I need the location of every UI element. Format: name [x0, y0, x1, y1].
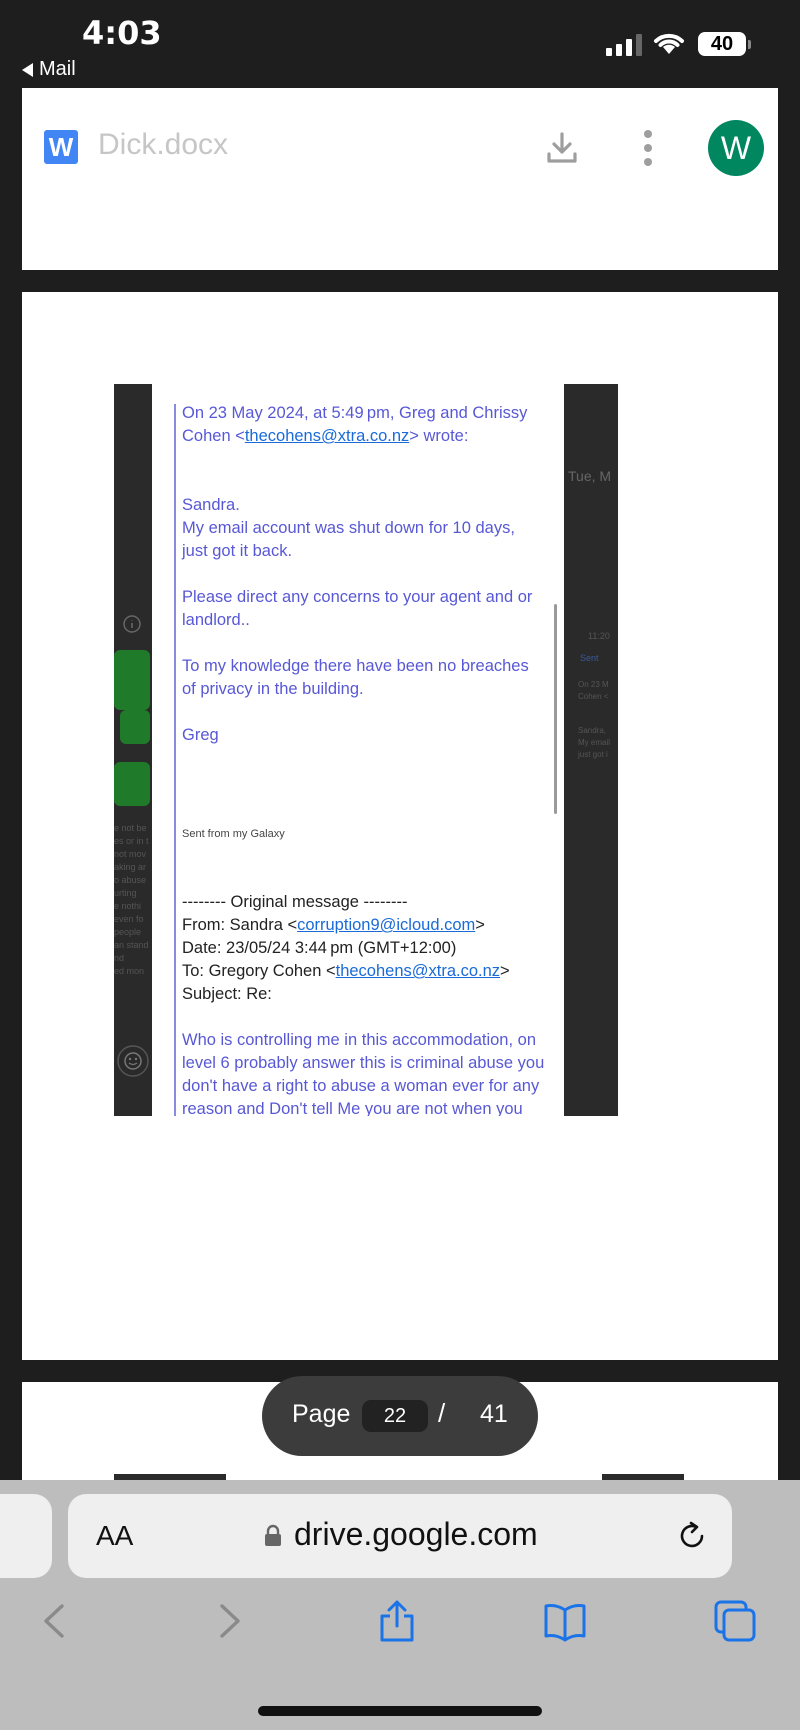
reader-settings-button[interactable]: AA	[96, 1520, 134, 1551]
from-email-link[interactable]: corruption9@icloud.com	[297, 916, 476, 934]
to-email-link[interactable]: thecohens@xtra.co.nz	[335, 962, 501, 980]
cellular-signal-icon	[606, 34, 642, 56]
body-line4: reason and Don't tell Me you are not when you	[182, 1100, 523, 1116]
date-line: Date: 23/05/24 3:44 pm (GMT+12:00)	[182, 939, 457, 957]
subject-line: Subject: Re:	[182, 985, 272, 1003]
bg-sent-fragment: Sent	[580, 653, 599, 663]
current-page-field[interactable]: 22	[362, 1400, 428, 1432]
to-line: To: Gregory Cohen <thecohens@xtra.co.nz>	[182, 962, 510, 980]
bg-green-bubble	[120, 710, 150, 744]
bg-snip-4: My email	[578, 738, 611, 747]
para3-line1: To my knowledge there have been no breaches	[182, 657, 529, 675]
bg-snip-1: On 23 M	[578, 680, 609, 689]
quote-header-line2: Cohen <thecohens@xtra.co.nz> wrote:	[182, 427, 469, 445]
quote-bar	[174, 404, 176, 1116]
bg-snip-3: Sandra,	[578, 726, 607, 735]
bg-time-fragment: 11:20	[588, 631, 610, 641]
document-title: Dick.docx	[98, 128, 229, 161]
body-line1: Who is controlling me in this accommodation, on	[182, 1031, 536, 1049]
reload-icon[interactable]	[676, 1520, 708, 1552]
bookmarks-icon[interactable]	[542, 1598, 588, 1644]
body-line2: level 6 probably answer this is criminal abuse you	[182, 1054, 545, 1072]
quote-header-line1: On 23 May 2024, at 5:49 pm, Greg and Chrissy	[182, 404, 528, 422]
sender-email-link[interactable]: thecohens@xtra.co.nz	[244, 427, 410, 445]
lock-icon	[264, 1524, 282, 1546]
page-indicator[interactable]	[262, 1376, 538, 1456]
safari-toolbar	[0, 1480, 800, 1730]
total-pages: 41	[480, 1400, 508, 1428]
bg-snip-5: just got i	[578, 750, 608, 759]
email-card	[152, 384, 564, 1116]
address-bar[interactable]	[68, 1494, 732, 1578]
share-icon[interactable]	[374, 1598, 420, 1644]
para3-line2: of privacy in the building.	[182, 680, 364, 698]
drive-header	[22, 88, 778, 270]
back-app-label: Mail	[39, 58, 76, 80]
from-line: From: Sandra <corruption9@icloud.com>	[182, 916, 485, 934]
bg-info-icon	[122, 614, 142, 634]
bg-emoji-icon	[116, 1044, 150, 1078]
battery-icon: 40	[698, 32, 746, 56]
forward-arrow-icon[interactable]	[206, 1598, 252, 1644]
para1-line2: just got it back.	[182, 542, 293, 560]
bg-left-fragments: e not be es or in t not mov aking ar o abuse urting e nothi even fo people an stand nd ed mon	[114, 823, 149, 976]
bg-date-fragment: Tue, M	[568, 468, 612, 484]
status-time: 4:03	[82, 14, 162, 52]
previous-tab-preview[interactable]	[0, 1494, 52, 1578]
greeting: Sandra.	[182, 496, 240, 514]
tabs-icon[interactable]	[712, 1598, 758, 1644]
bg-snip-2: Cohen <	[578, 692, 609, 701]
document-page	[22, 292, 778, 1360]
sent-from-line: Sent from my Galaxy	[182, 828, 285, 840]
para1-line1: My email account was shut down for 10 days,	[182, 519, 515, 537]
word-doc-icon: W	[44, 130, 78, 164]
embedded-screenshot	[114, 384, 618, 1116]
url-text: drive.google.com	[294, 1516, 538, 1552]
bg-green-bubble	[114, 650, 150, 710]
account-avatar[interactable]: W	[708, 120, 764, 176]
download-icon[interactable]	[544, 130, 580, 166]
body-line3: don't have a right to abuse a woman ever for any	[182, 1077, 540, 1095]
more-options-icon[interactable]	[642, 130, 654, 166]
home-indicator	[258, 1706, 542, 1716]
original-message-divider: -------- Original message --------	[182, 893, 408, 911]
para2-line2: landlord..	[182, 611, 250, 629]
bg-green-bubble	[114, 762, 150, 806]
page-separator: /	[438, 1398, 446, 1428]
back-to-mail-button[interactable]	[22, 58, 76, 81]
para2-line1: Please direct any concerns to your agent and or	[182, 588, 533, 606]
email-body	[182, 402, 558, 1116]
wifi-icon	[652, 30, 686, 56]
status-bar	[0, 0, 800, 88]
back-triangle-icon	[22, 63, 33, 77]
signature: Greg	[182, 726, 219, 744]
battery-tip	[748, 40, 751, 49]
page-label: Page	[292, 1400, 351, 1428]
back-arrow-icon[interactable]	[32, 1598, 78, 1644]
browser-nav-row	[0, 1598, 800, 1668]
